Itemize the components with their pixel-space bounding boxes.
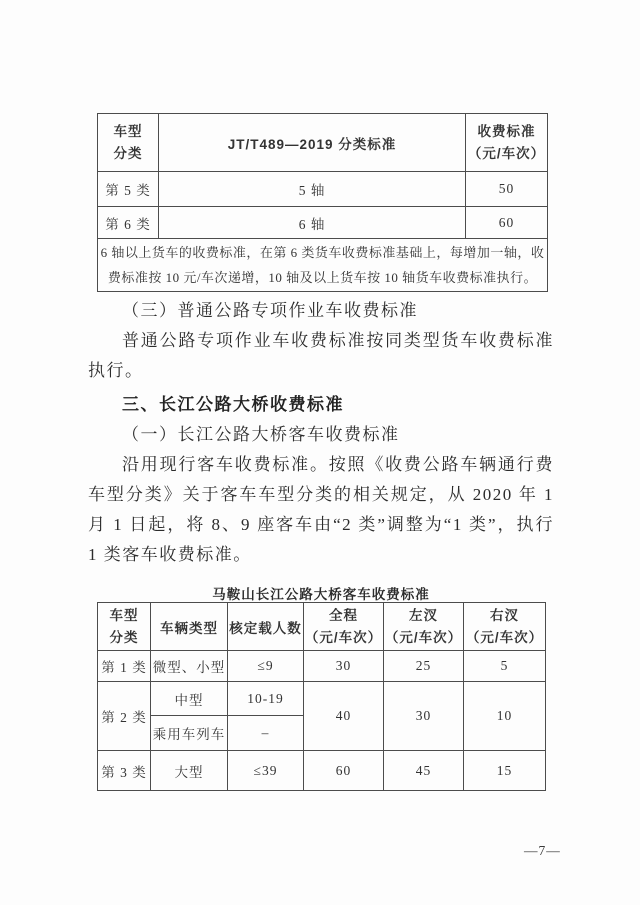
truck-class6-category: 第 6 类 [98, 207, 159, 239]
table-row [98, 751, 546, 791]
bus-header-capacity: 核定载人数 [228, 603, 304, 651]
truck-class5-standard: 5 轴 [159, 172, 466, 207]
truck-header-fee-line2: （元/车次） [467, 145, 546, 161]
truck-class6-standard: 6 轴 [159, 207, 466, 239]
truck-table-note-row [98, 239, 548, 292]
paragraph-special-vehicle: 普通公路专项作业车收费标准按同类型货车收费标准执行。 [88, 331, 554, 380]
bus-header-right-branch [464, 603, 546, 651]
bus-class1-right: 5 [464, 651, 546, 682]
table-row [98, 172, 548, 207]
bus-class1-left: 25 [384, 651, 464, 682]
truck-toll-table [97, 113, 548, 292]
table-row [98, 651, 546, 682]
truck-header-classification-standard: JT/T489—2019 分类标准 [159, 114, 466, 172]
bus-class3-right: 15 [464, 751, 546, 791]
bus-header-vehicle-class [98, 603, 151, 651]
bus-toll-table [97, 602, 546, 791]
bus-header-full-route [304, 603, 384, 651]
page-number: —7— [524, 843, 561, 858]
truck-class6-fee: 60 [466, 207, 548, 239]
bus-header-full-route-line1: 全程 [329, 607, 358, 623]
bus-class1-capacity: ≤9 [228, 651, 304, 682]
bus-header-left-branch [384, 603, 464, 651]
bus-class2-left: 30 [384, 682, 464, 751]
truck-table-note: 6 轴以上货车的收费标准，在第 6 类货车收费标准基础上，每增加一轴，收费标准按 10 元/车次递增，10 轴及以上货车按 10 轴货车收费标准执行。 [98, 239, 548, 292]
bus-class3-category: 第 3 类 [98, 751, 151, 791]
bus-class3-left: 45 [384, 751, 464, 791]
truck-header-vehicle-class-line2: 分类 [113, 145, 143, 161]
truck-header-vehicle-class-line1: 车型 [113, 123, 143, 139]
bus-class1-type: 微型、小型 [151, 651, 228, 682]
bus-header-left-branch-line1: 左汊 [409, 607, 438, 623]
bus-class3-capacity: ≤39 [228, 751, 304, 791]
bus-class3-type: 大型 [151, 751, 228, 791]
bus-header-vehicle-class-line1: 车型 [109, 607, 139, 623]
table-row [98, 207, 548, 239]
bus-header-vehicle-type: 车辆类型 [151, 603, 228, 651]
bus-toll-table-title: 马鞍山长江公路大桥客车收费标准 [212, 587, 430, 602]
bus-class2-category: 第 2 类 [98, 682, 151, 751]
paragraph-bridge-bus: 沿用现行客车收费标准。按照《收费公路车辆通行费车型分类》关于客车车型分类的相关规定，从 2020 年 1 月 1 日起，将 8、9 座客车由“2 类”调整为“1 类”，执行 1 类客车收费标准。 [88, 455, 554, 564]
truck-table-header-row [98, 114, 548, 172]
truck-header-fee [466, 114, 548, 172]
table-row [98, 682, 546, 716]
subheading-special-vehicle: （三）普通公路专项作业车收费标准 [122, 301, 418, 320]
bus-header-right-branch-line2: （元/车次） [465, 629, 544, 645]
truck-class5-category: 第 5 类 [98, 172, 159, 207]
bus-header-full-route-line2: （元/车次） [304, 629, 383, 645]
bus-class2-type-car-trailer: 乘用车列车 [151, 716, 228, 751]
truck-header-fee-line1: 收费标准 [477, 123, 536, 139]
section-heading-bridge-toll: 三、长江公路大桥收费标准 [122, 395, 344, 414]
bus-table-header-row [98, 603, 546, 651]
bus-class2-right: 10 [464, 682, 546, 751]
subheading-bridge-bus: （一）长江公路大桥客车收费标准 [122, 425, 400, 444]
bus-header-left-branch-line2: （元/车次） [384, 629, 463, 645]
bus-class2-capacity-car-trailer: – [228, 716, 304, 751]
bus-class1-full: 30 [304, 651, 384, 682]
truck-class5-fee: 50 [466, 172, 548, 207]
bus-class2-type-medium: 中型 [151, 682, 228, 716]
truck-header-vehicle-class [98, 114, 159, 172]
bus-header-right-branch-line1: 右汊 [490, 607, 519, 623]
bus-class2-capacity-medium: 10-19 [228, 682, 304, 716]
bus-class3-full: 60 [304, 751, 384, 791]
body-text [88, 296, 554, 570]
bus-class2-full: 40 [304, 682, 384, 751]
bus-header-vehicle-class-line2: 分类 [109, 629, 139, 645]
bus-class1-category: 第 1 类 [98, 651, 151, 682]
